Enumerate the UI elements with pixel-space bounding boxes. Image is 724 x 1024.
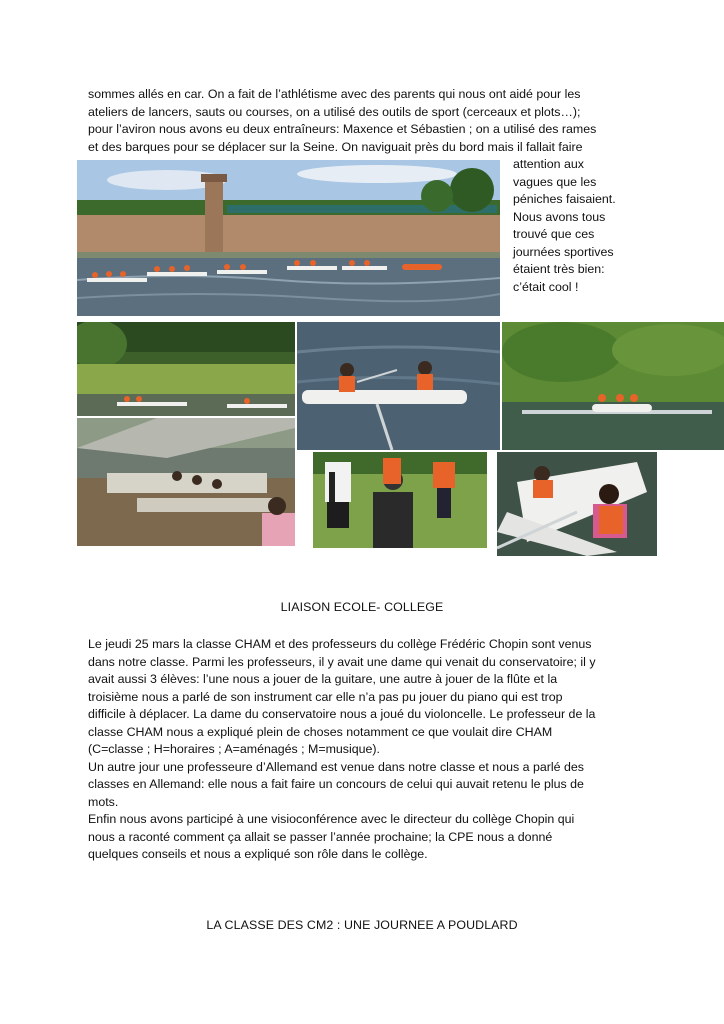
liaison-line: Le jeudi 25 mars la classe CHAM et des professeurs du collège Frédéric Chopin sont venus [88,637,592,651]
intro-side-text [513,156,633,296]
intro-line: ateliers de lancers, sauts ou courses, on a utilisé des outils de sport (cerceaux et plots…); [88,104,581,119]
photo-rowing-tank [77,418,295,546]
liaison-line: avait aussi 3 élèves: l’une nous a jouer de la guitare, une autre à jouer de la flûte et la [88,672,558,686]
photo-grass-bank-boats [502,322,724,450]
liaison-line: Un autre jour une professeure d’Allemand est venue dans notre classe et nous a parlé des [88,759,584,774]
liaison-line: classe CHAM nous a expliqué plein de choses notamment ce que voulait dire CHAM [88,724,553,739]
photo-smiling-girl-boat [497,452,657,556]
liaison-line: (C=classe ; H=horaires ; A=aménagés ; M=musique). [88,742,381,756]
side-line: attention aux [513,157,584,171]
photo-riverbank-boats [77,322,295,416]
liaison-line: troisième nous a parlé de son instrument car elle n’a pas pu jouer du piano qui est trop [88,689,563,704]
cm2-heading: LA CLASSE DES CM2 : UNE JOURNEE A POUDLARD [206,918,518,932]
intro-line: et des barques pour se déplacer sur la Seine. On naviguait près du bord mais il fallait faire [88,139,583,154]
liaison-line: mots. [88,794,119,809]
intro-line: sommes allés en car. On a fait de l’athlétisme avec des parents qui nous ont aidé pour les [88,87,581,101]
photo-river-rowing [77,160,500,316]
liaison-line: nous a raconté comment ça allait se passer l’année prochaine; la CPE nous a donné [88,829,553,844]
liaison-line: classes en Allemand: elle nous a fait faire un concours de celui qui auvait retenu le plus de [88,777,584,791]
liaison-line: Enfin nous avons participé à une visioconférence avec le directeur du collège Chopin qui [88,812,575,826]
side-line: c’était cool ! [513,279,579,294]
liaison-heading: LIAISON ECOLE- COLLEGE [280,600,444,614]
side-line: vagues que les [513,174,597,189]
side-line: trouvé que ces [513,227,595,241]
side-line: journées sportives [513,244,614,259]
liaison-line: difficile à déplacer. La dame du conservatoire nous a joué du violoncelle. Le professeur de la [88,707,596,721]
liaison-line: dans notre classe. Parmi les professeurs, il y avait une dame qui venait du conservatoire; il y [88,654,596,669]
liaison-paragraph [88,636,648,864]
liaison-line: quelques conseils et nous a expliqué son rôle dans le collège. [88,847,428,861]
intro-paragraph [88,86,648,156]
intro-line: pour l’aviron nous avons eu deux entraîneurs: Maxence et Sébastien ; on a utilisé des rames [88,122,597,136]
side-line: Nous avons tous [513,209,606,224]
photo-rowing-machine [313,452,487,548]
side-line: péniches faisaient. [513,192,616,206]
photo-girls-in-boat [297,322,500,450]
side-line: étaient très bien: [513,262,605,276]
